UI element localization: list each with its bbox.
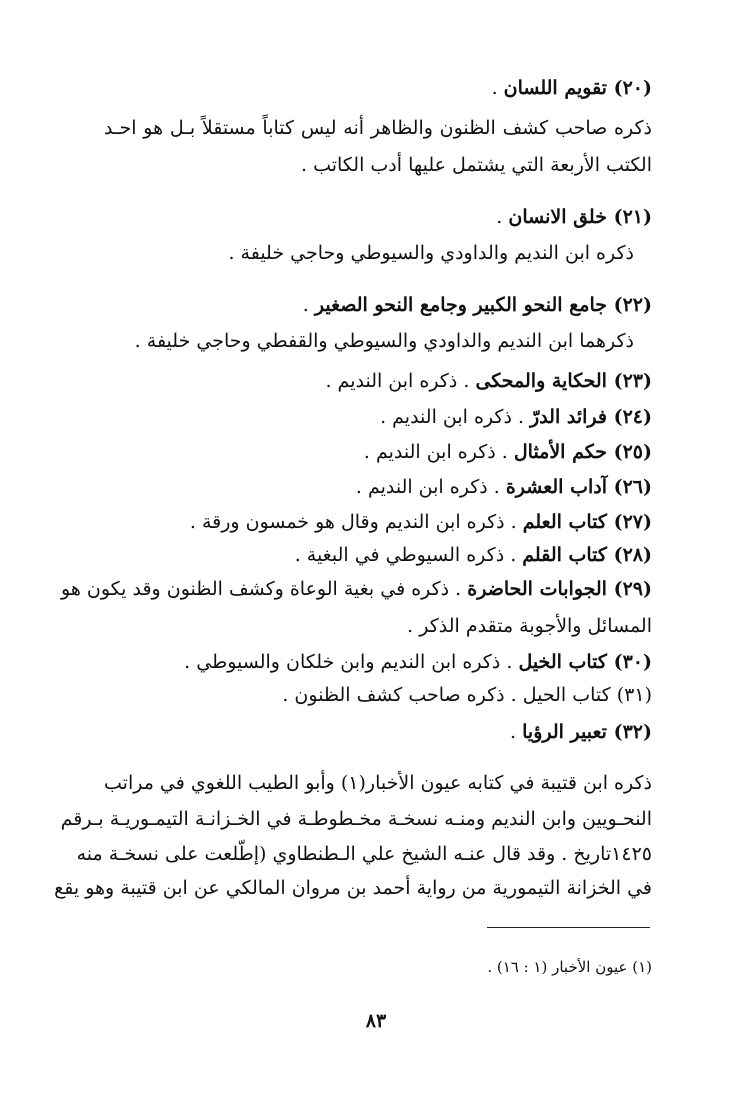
entry-20-period: . (491, 77, 504, 99)
paragraph-line-1: ذكره ابن قتيبة في كتابه عيون الأخبار(١) وأبو الطيب اللغوي في مراتب (104, 772, 653, 794)
entry-23 (325, 366, 652, 396)
entry-27-text: . ذكره ابن النديم وقال هو خمسون ورقة . (189, 511, 523, 533)
entry-32-period: . (510, 721, 523, 743)
footnote-separator (487, 927, 650, 928)
entry-20-heading (492, 73, 652, 103)
paragraph-line-3: ١٤٢٥تاريخ . وقد قال عنـه الشيخ علي الـطنطاوي (إطّلعت على نسخـة منه (76, 843, 652, 865)
entry-20-text-line-1: ذكره صاحب كشف الظنون والظاهر أنه ليس كتاباً مستقلاً بـل هو احـد (104, 117, 652, 139)
page-number: ٨٣ (365, 1010, 387, 1032)
entry-24-text: . ذكره ابن النديم . (380, 406, 531, 428)
entry-28-title: (٢٨) كتاب القلم (522, 544, 652, 566)
entry-31: (٣١) كتاب الحيل . ذكره صاحب كشف الظنون . (282, 684, 652, 706)
entry-24 (380, 402, 652, 432)
entry-21-period: . (496, 206, 509, 228)
entry-29-title: (٢٩) الجوابات الحاضرة (467, 578, 652, 600)
entry-26-text: . ذكره ابن النديم . (355, 476, 506, 498)
paragraph-line-4: في الخزانة التيمورية من رواية أحمد بن مروان المالكي عن ابن قتيبة وهو يقع (54, 877, 652, 899)
entry-23-title: (٢٣) الحكاية والمحكى (475, 370, 652, 392)
entry-21-text: ذكره ابن النديم والداودي والسيوطي وحاجي خليفة . (228, 242, 634, 264)
entry-21-heading (496, 202, 652, 232)
entry-25 (364, 437, 652, 467)
entry-22-period: . (302, 294, 315, 316)
entry-28 (295, 540, 652, 570)
entry-20-text-line-2: الكتب الأربعة التي يشتمل عليها أدب الكاتب . (300, 154, 652, 176)
footnote: (١) عيون الأخبار (١ : ١٦) . (487, 958, 652, 976)
entry-26-title: (٢٦) آداب العشرة (505, 476, 652, 498)
entry-20-title: (٢٠) تقويم اللسان (503, 77, 652, 99)
entry-24-title: (٢٤) فرائد الدرّ (530, 406, 652, 428)
paragraph-line-2: النحـويين وابن النديم ومنـه نسخـة مخـطوطـة في الخـزانـة التيمـوريـة بـرقم (60, 808, 652, 830)
entry-23-text: . ذكره ابن النديم . (325, 370, 476, 392)
entry-29-text-line-2: المسائل والأجوبة متقدم الذكر . (407, 615, 652, 637)
entry-29 (61, 574, 652, 604)
entry-26 (356, 472, 652, 502)
entry-22-heading (303, 290, 652, 320)
entry-25-title: (٢٥) حكم الأمثال (513, 441, 652, 463)
entry-30-text: . ذكره ابن النديم وابن خلكان والسيوطي . (184, 651, 519, 673)
entry-22-text: ذكرهما ابن النديم والداودي والسيوطي والقفطي وحاجي خليفة . (134, 330, 634, 352)
entry-29-text-line-1: . ذكره في بغية الوعاة وكشف الظنون وقد يكون هو (61, 578, 468, 600)
entry-21-title: (٢١) خلق الانسان (508, 206, 652, 228)
entry-30-title: (٣٠) كتاب الخيل (518, 651, 652, 673)
entry-28-text: . ذكره السيوطي في البغية . (294, 544, 523, 566)
entry-30 (184, 647, 652, 677)
entry-27 (190, 507, 652, 537)
entry-32 (510, 717, 652, 747)
entry-32-title: (٣٢) تعبير الرؤيا (522, 721, 652, 743)
entry-27-title: (٢٧) كتاب العلم (522, 511, 652, 533)
entry-22-title: (٢٢) جامع النحو الكبير وجامع النحو الصغير (314, 294, 652, 316)
entry-25-text: . ذكره ابن النديم . (363, 441, 514, 463)
